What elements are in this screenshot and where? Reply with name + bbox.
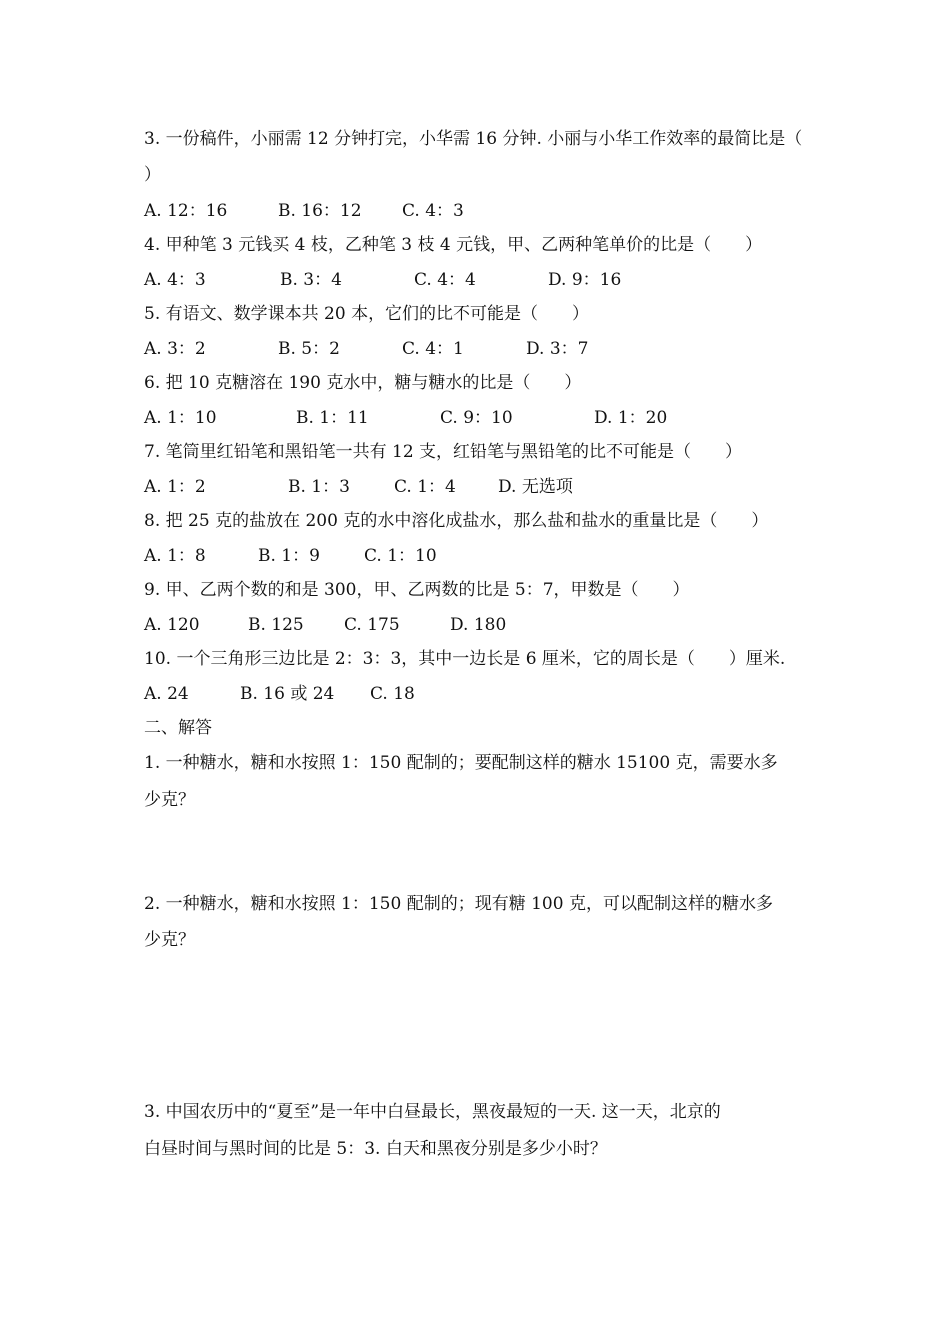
- option-a: A. 1：8: [144, 546, 206, 566]
- option-b: B. 1：11: [296, 408, 369, 428]
- option-b: B. 3：4: [280, 270, 342, 290]
- option-c: C. 175: [344, 615, 400, 635]
- option-c: C. 1：10: [364, 546, 437, 566]
- option-c: C. 4：4: [414, 270, 476, 290]
- option-c: C. 1：4: [394, 477, 456, 497]
- question-6-stem: 6. 把 10 克糖溶在 190 克水中，糖与糖水的比是（ ）: [144, 373, 582, 393]
- question-5-stem: 5. 有语文、数学课本共 20 本，它们的比不可能是（ ）: [144, 304, 590, 324]
- option-d: D. 3：7: [526, 339, 589, 359]
- question-9-stem: 9. 甲、乙两个数的和是 300，甲、乙两数的比是 5：7，甲数是（ ）: [144, 580, 690, 600]
- option-d: D. 1：20: [594, 408, 668, 428]
- answer-3-line-2: 白昼时间与黑时间的比是 5：3. 白天和黑夜分别是多少小时？: [144, 1139, 607, 1159]
- option-c: C. 9：10: [440, 408, 513, 428]
- option-c: C. 18: [370, 684, 415, 704]
- option-b: B. 1：9: [258, 546, 320, 566]
- option-a: A. 4：3: [144, 270, 206, 290]
- question-8-stem: 8. 把 25 克的盐放在 200 克的水中溶化成盐水，那么盐和盐水的重量比是（ ）: [144, 511, 769, 531]
- option-a: A. 1：2: [144, 477, 206, 497]
- option-a: A. 12：16: [144, 201, 228, 221]
- answer-2-line-1: 2. 一种糖水，糖和水按照 1：150 配制的；现有糖 100 克，可以配制这样的糖水多: [144, 894, 773, 914]
- option-d: D. 无选项: [498, 477, 573, 497]
- option-b: B. 16 或 24: [240, 684, 335, 704]
- section-2-title: 二、解答: [144, 718, 212, 738]
- option-c: C. 4：1: [402, 339, 464, 359]
- option-a: A. 3：2: [144, 339, 206, 359]
- option-a: A. 1：10: [144, 408, 217, 428]
- question-7-stem: 7. 笔筒里红铅笔和黑铅笔一共有 12 支，红铅笔与黑铅笔的比不可能是（ ）: [144, 442, 743, 462]
- option-c: C. 4：3: [402, 201, 464, 221]
- answer-1-line-2: 少克？: [144, 790, 195, 810]
- option-d: D. 180: [450, 615, 507, 635]
- question-10-stem: 10. 一个三角形三边比是 2：3：3，其中一边长是 6 厘米，它的周长是（ ）厘米.: [144, 649, 786, 669]
- option-a: A. 120: [144, 615, 200, 635]
- option-b: B. 16：12: [278, 201, 362, 221]
- option-d: D. 9：16: [548, 270, 622, 290]
- question-4-stem: 4. 甲种笔 3 元钱买 4 枝，乙种笔 3 枝 4 元钱，甲、乙两种笔单价的比是（ ）: [144, 235, 763, 255]
- answer-1-line-1: 1. 一种糖水，糖和水按照 1：150 配制的；要配制这样的糖水 15100 克，需要水多: [144, 753, 778, 773]
- question-3-stem: 3. 一份稿件，小丽需 12 分钟打完，小华需 16 分钟. 小丽与小华工作效率的最简比是（: [144, 129, 803, 149]
- option-b: B. 125: [248, 615, 304, 635]
- answer-3-line-1: 3. 中国农历中的“夏至”是一年中白昼最长，黑夜最短的一天. 这一天，北京的: [144, 1102, 721, 1122]
- option-b: B. 1：3: [288, 477, 350, 497]
- option-a: A. 24: [144, 684, 189, 704]
- option-b: B. 5：2: [278, 339, 340, 359]
- answer-2-line-2: 少克？: [144, 930, 195, 950]
- question-3-stem-cont: ）: [144, 165, 161, 185]
